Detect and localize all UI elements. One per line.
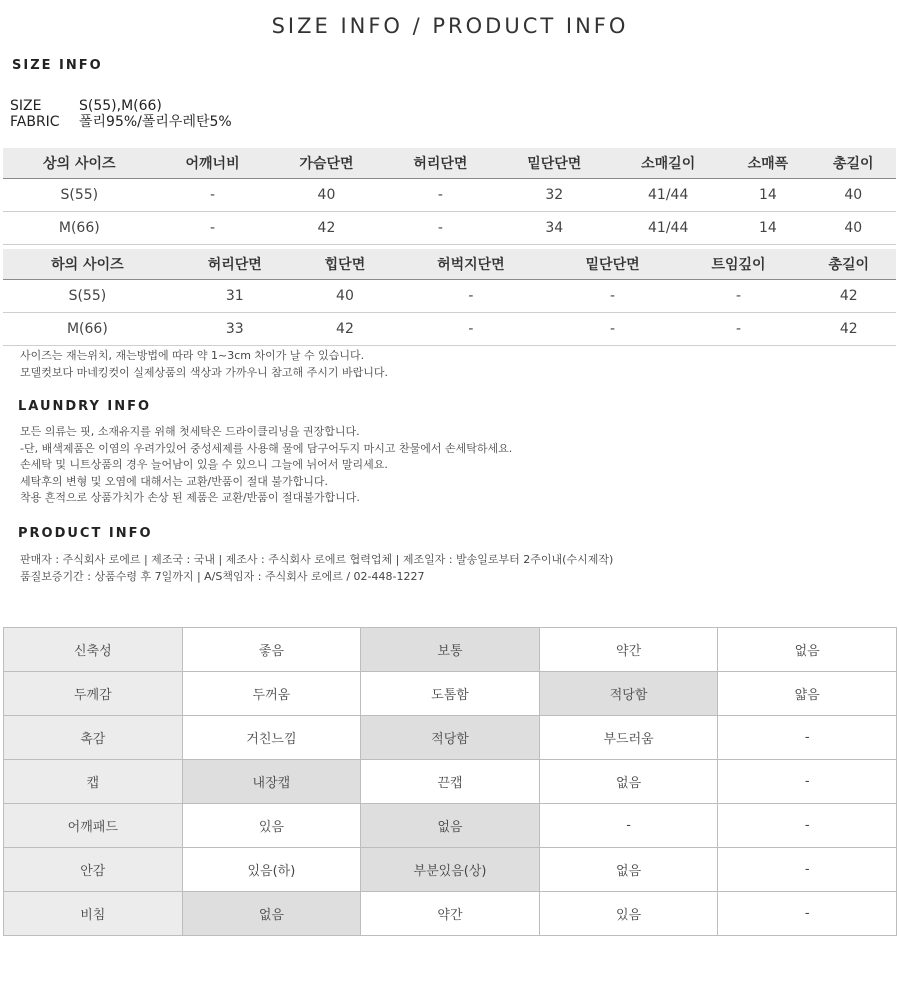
property-label: 캡	[4, 760, 183, 804]
table-header: 총길이	[811, 148, 896, 178]
table-cell: 40	[298, 279, 392, 312]
property-option: -	[718, 892, 897, 936]
table-cell: -	[383, 211, 497, 244]
property-row	[4, 804, 897, 848]
property-option: 도톰함	[361, 672, 540, 716]
property-label: 어깨패드	[4, 804, 183, 848]
size-row	[10, 98, 162, 114]
table-header: 상의 사이즈	[3, 148, 156, 178]
table-header: 허벅지단면	[392, 249, 549, 279]
table-cell: S(55)	[3, 279, 172, 312]
property-option-selected: 내장캡	[182, 760, 361, 804]
table-cell: 40	[811, 178, 896, 211]
property-row	[4, 892, 897, 936]
table-header: 하의 사이즈	[3, 249, 172, 279]
table-header: 소매길이	[611, 148, 725, 178]
property-row	[4, 672, 897, 716]
table-header: 트임깊이	[676, 249, 802, 279]
note-line: 모든 의류는 핏, 소재유지를 위해 첫세탁은 드라이클리닝을 권장합니다.	[20, 425, 360, 438]
property-row	[4, 716, 897, 760]
table-cell: -	[550, 312, 676, 345]
table-header: 총길이	[802, 249, 897, 279]
note-line: -단, 배색제품은 이염의 우려가있어 중성세제를 사용해 물에 담구어두지 마시고 찬물에서 손세탁하세요.	[20, 441, 513, 455]
note-line: 사이즈는 재는위치, 재는방법에 따라 약 1~3cm 차이가 날 수 있습니다.	[20, 349, 365, 362]
property-option-selected: 없음	[182, 892, 361, 936]
property-option-selected: 없음	[361, 804, 540, 848]
property-option: -	[718, 848, 897, 892]
table-cell: 42	[802, 279, 897, 312]
property-option: 약간	[361, 892, 540, 936]
fabric-row	[10, 114, 232, 130]
table-row	[3, 279, 896, 312]
property-option-selected: 보통	[361, 628, 540, 672]
property-row	[4, 760, 897, 804]
table-cell: 41/44	[611, 178, 725, 211]
property-option: -	[718, 716, 897, 760]
property-option-selected: 적당함	[361, 716, 540, 760]
size-value: S(55),M(66)	[79, 98, 162, 114]
table-cell: -	[676, 279, 802, 312]
size-notes	[20, 348, 388, 381]
size-info-heading: SIZE INFO	[12, 58, 103, 73]
property-option: 있음	[182, 804, 361, 848]
property-option-selected: 적당함	[539, 672, 718, 716]
table-cell: 40	[811, 211, 896, 244]
table-header-row	[3, 249, 896, 279]
property-option: 있음(하)	[182, 848, 361, 892]
top-size-table	[3, 148, 896, 245]
size-label: SIZE	[10, 98, 42, 114]
property-option: 거친느낌	[182, 716, 361, 760]
property-option: 약간	[539, 628, 718, 672]
property-option: 있음	[539, 892, 718, 936]
table-header: 가슴단면	[270, 148, 384, 178]
table-row	[3, 312, 896, 345]
property-option: 얇음	[718, 672, 897, 716]
table-header: 밑단단면	[550, 249, 676, 279]
property-option: 없음	[539, 848, 718, 892]
table-header: 힙단면	[298, 249, 392, 279]
table-cell: -	[156, 211, 270, 244]
property-option: 부드러움	[539, 716, 718, 760]
property-label: 촉감	[4, 716, 183, 760]
table-cell: -	[392, 279, 549, 312]
note-line: 손세탁 및 니트상품의 경우 늘어남이 있을 수 있으니 그늘에 뉘어서 말리세요.	[20, 458, 388, 471]
table-cell: 42	[270, 211, 384, 244]
note-line: 착용 흔적으로 상품가치가 손상 된 제품은 교환/반품이 절대불가합니다.	[20, 491, 360, 504]
property-option: -	[718, 760, 897, 804]
table-cell: S(55)	[3, 178, 156, 211]
page-title: SIZE INFO / PRODUCT INFO	[271, 14, 629, 38]
table-header: 소매폭	[725, 148, 810, 178]
property-option-selected: 부분있음(상)	[361, 848, 540, 892]
note-line: 모델컷보다 마네킹컷이 실제상품의 색상과 가까우니 참고해 주시기 바랍니다.	[20, 365, 389, 379]
table-header: 허리단면	[383, 148, 497, 178]
table-header-row	[3, 148, 896, 178]
table-row	[3, 178, 896, 211]
property-label: 안감	[4, 848, 183, 892]
property-option: -	[718, 804, 897, 848]
property-option: 없음	[718, 628, 897, 672]
table-cell: M(66)	[3, 211, 156, 244]
table-cell: 32	[497, 178, 611, 211]
property-option: 끈캡	[361, 760, 540, 804]
fabric-property-table	[3, 627, 897, 936]
table-cell: M(66)	[3, 312, 172, 345]
table-cell: 14	[725, 178, 810, 211]
property-label: 두께감	[4, 672, 183, 716]
note-line: 품질보증기간 : 상품수령 후 7일까지 | A/S책임자 : 주식회사 로에르 / 02-448-1227	[20, 569, 425, 583]
product-info-heading: PRODUCT INFO	[18, 526, 153, 541]
table-row	[3, 211, 896, 244]
table-cell: 41/44	[611, 211, 725, 244]
fabric-value: 폴리95%/폴리우레탄5%	[79, 114, 232, 130]
table-cell: -	[383, 178, 497, 211]
laundry-info-heading: LAUNDRY INFO	[18, 399, 152, 414]
property-option: 두꺼움	[182, 672, 361, 716]
table-cell: 40	[270, 178, 384, 211]
property-row	[4, 628, 897, 672]
laundry-notes	[20, 424, 512, 507]
bottom-size-table	[3, 249, 896, 346]
table-header: 허리단면	[172, 249, 298, 279]
table-cell: 42	[802, 312, 897, 345]
product-notes	[20, 552, 613, 585]
table-header: 밑단단면	[497, 148, 611, 178]
table-cell: -	[156, 178, 270, 211]
table-cell: 34	[497, 211, 611, 244]
property-row	[4, 848, 897, 892]
property-label: 비침	[4, 892, 183, 936]
fabric-label: FABRIC	[10, 114, 60, 130]
note-line: 판매자 : 주식회사 로에르 | 제조국 : 국내 | 제조사 : 주식회사 로에르 협력업체 | 제조일자 : 발송일로부터 2주이내(수시제작)	[20, 553, 614, 566]
table-cell: 14	[725, 211, 810, 244]
property-option: 없음	[539, 760, 718, 804]
table-cell: -	[550, 279, 676, 312]
note-line: 세탁후의 변형 및 오염에 대해서는 교환/반품이 절대 불가합니다.	[20, 474, 328, 488]
table-cell: -	[392, 312, 549, 345]
table-cell: 33	[172, 312, 298, 345]
table-cell: 31	[172, 279, 298, 312]
property-label: 신축성	[4, 628, 183, 672]
table-cell: -	[676, 312, 802, 345]
table-header: 어깨너비	[156, 148, 270, 178]
table-cell: 42	[298, 312, 392, 345]
property-option: -	[539, 804, 718, 848]
property-option: 좋음	[182, 628, 361, 672]
